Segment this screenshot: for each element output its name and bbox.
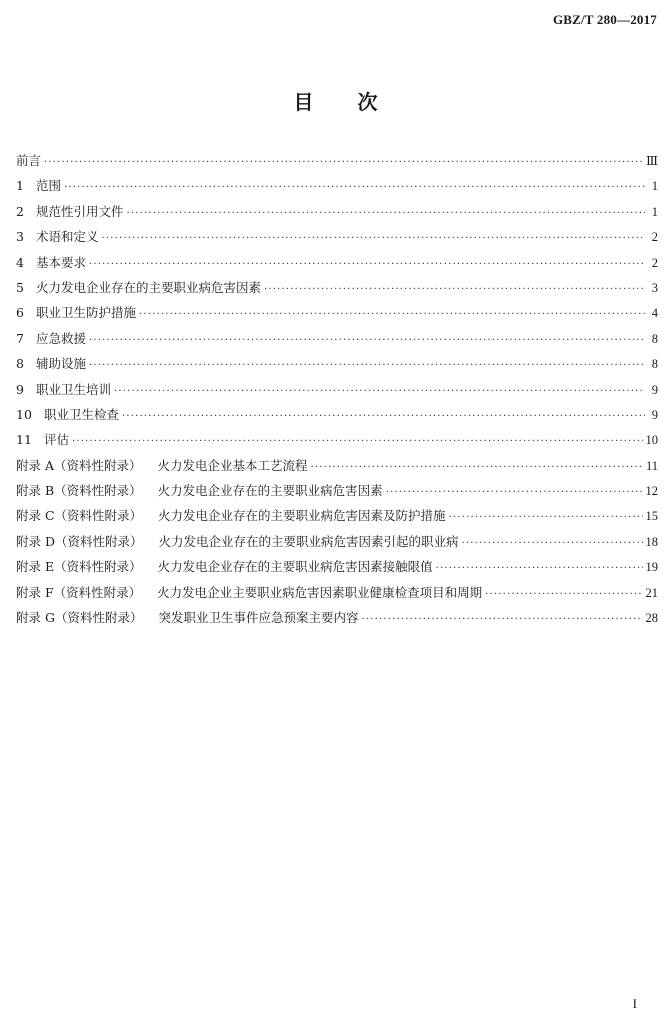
toc-entry-label: 突发职业卫生事件应急预案主要内容 xyxy=(158,610,359,626)
toc-entry-page: 11 xyxy=(645,458,658,473)
toc-entry-number: 附录 F（资料性附录） xyxy=(16,584,142,600)
toc-entry-number: 8 xyxy=(16,356,24,372)
toc-entry-page: 18 xyxy=(645,534,658,549)
toc-leader-dots xyxy=(462,531,643,556)
toc-entry[interactable] xyxy=(16,250,658,275)
document-code: GBZ/T 280—2017 xyxy=(552,12,657,27)
table-of-contents xyxy=(16,148,658,630)
toc-leader-dots xyxy=(89,353,645,378)
toc-leader-dots xyxy=(122,404,645,429)
toc-entry-label: 火力发电企业基本工艺流程 xyxy=(157,457,308,473)
toc-entry[interactable] xyxy=(16,300,658,325)
toc-entry[interactable] xyxy=(16,478,658,503)
toc-leader-dots xyxy=(139,302,645,327)
toc-entry-number: 附录 C（资料性附录） xyxy=(16,508,143,524)
toc-entry-label: 火力发电企业存在的主要职业病危害因素 xyxy=(157,483,383,499)
toc-entry[interactable] xyxy=(16,377,658,402)
toc-entry-number: 6 xyxy=(16,305,24,321)
toc-entry-label: 职业卫生防护措施 xyxy=(36,305,137,321)
toc-entry-label: 前言 xyxy=(16,153,42,168)
toc-entry-page: 1 xyxy=(651,204,658,219)
toc-leader-dots xyxy=(89,328,645,353)
toc-entry-number: 4 xyxy=(16,254,24,270)
toc-entry[interactable] xyxy=(16,529,658,554)
toc-entry-number: 附录 B（资料性附录） xyxy=(16,483,142,499)
toc-entry[interactable] xyxy=(16,275,658,300)
toc-entry-page: 3 xyxy=(651,280,658,295)
toc-entry-label: 火力发电企业存在的主要职业病危害因素及防护措施 xyxy=(158,508,446,524)
toc-entry-page: 10 xyxy=(645,433,658,448)
toc-entry-number: 附录 A（资料性附录） xyxy=(16,457,142,473)
toc-entry-label: 规范性引用文件 xyxy=(36,203,124,219)
toc-entry-number: 附录 D（资料性附录） xyxy=(16,533,143,549)
toc-entry-page: 8 xyxy=(651,357,658,372)
footer-page-number: I xyxy=(632,996,637,1011)
toc-entry-label: 应急救援 xyxy=(36,330,87,346)
toc-leader-dots xyxy=(89,252,645,277)
toc-entry-label: 职业卫生培训 xyxy=(36,381,112,397)
toc-entry-page: 2 xyxy=(651,255,658,270)
toc-leader-dots xyxy=(72,429,642,454)
toc-entry-page: 19 xyxy=(645,560,658,575)
toc-leader-dots xyxy=(485,582,642,607)
toc-entry-number: 7 xyxy=(16,330,24,346)
toc-entry-page: 4 xyxy=(651,306,658,321)
page-title-part-1: 目 xyxy=(293,90,314,114)
toc-entry-number: 10 xyxy=(16,406,32,422)
toc-leader-dots xyxy=(127,201,645,226)
toc-entry-page: 9 xyxy=(651,382,658,397)
toc-entry[interactable] xyxy=(16,326,658,351)
page-title xyxy=(0,86,671,115)
toc-entry-page: Ⅲ xyxy=(645,154,658,168)
toc-entry[interactable] xyxy=(16,402,658,427)
toc-leader-dots xyxy=(361,607,642,632)
toc-entry[interactable] xyxy=(16,453,658,478)
toc-entry-number: 9 xyxy=(16,381,24,397)
toc-entry-page: 8 xyxy=(651,331,658,346)
toc-entry-label: 评估 xyxy=(44,432,70,448)
toc-entry-page: 21 xyxy=(645,585,658,600)
toc-entry-number: 1 xyxy=(16,178,24,194)
toc-entry-label: 辅助设施 xyxy=(36,356,87,372)
toc-leader-dots xyxy=(114,379,645,404)
toc-entry[interactable] xyxy=(16,224,658,249)
toc-entry[interactable] xyxy=(16,503,658,528)
toc-entry[interactable] xyxy=(16,554,658,579)
toc-entry-label: 术语和定义 xyxy=(36,229,99,245)
toc-entry-label: 火力发电企业主要职业病危害因素职业健康检查项目和周期 xyxy=(157,584,483,600)
toc-leader-dots xyxy=(386,480,643,505)
toc-leader-dots xyxy=(449,505,643,530)
toc-entry-page: 1 xyxy=(651,179,658,194)
toc-leader-dots xyxy=(311,455,643,480)
toc-entry-number: 附录 E（资料性附录） xyxy=(16,559,142,575)
toc-entry-number: 5 xyxy=(16,279,24,295)
toc-entry-page: 9 xyxy=(651,407,658,422)
toc-entry[interactable] xyxy=(16,605,658,630)
toc-entry-label: 火力发电企业存在的主要职业病危害因素接触限值 xyxy=(157,559,433,575)
toc-entry-label: 基本要求 xyxy=(36,254,87,270)
toc-entry[interactable] xyxy=(16,351,658,376)
toc-entry-number: 2 xyxy=(16,203,24,219)
toc-entry-number: 3 xyxy=(16,229,24,245)
toc-entry[interactable] xyxy=(16,580,658,605)
toc-leader-dots xyxy=(64,175,645,200)
toc-entry-label: 火力发电企业存在的主要职业病危害因素 xyxy=(36,279,262,295)
toc-leader-dots xyxy=(436,556,643,581)
toc-leader-dots xyxy=(102,226,645,251)
toc-leader-dots xyxy=(44,150,643,175)
toc-entry[interactable] xyxy=(16,148,658,173)
toc-entry-page: 12 xyxy=(645,484,658,499)
toc-entry-page: 15 xyxy=(645,509,658,524)
toc-entry-number: 附录 G（资料性附录） xyxy=(16,610,143,626)
toc-entry[interactable] xyxy=(16,199,658,224)
toc-entry[interactable] xyxy=(16,427,658,452)
toc-entry-label: 火力发电企业存在的主要职业病危害因素引起的职业病 xyxy=(158,533,459,549)
toc-entry-label: 范围 xyxy=(36,178,62,194)
page-title-part-2: 次 xyxy=(357,90,378,114)
toc-entry-page: 2 xyxy=(651,230,658,245)
toc-entry-page: 28 xyxy=(645,611,658,626)
toc-entry-label: 职业卫生检查 xyxy=(44,406,120,422)
toc-entry[interactable] xyxy=(16,173,658,198)
toc-leader-dots xyxy=(264,277,645,302)
toc-entry-number: 11 xyxy=(16,432,32,448)
